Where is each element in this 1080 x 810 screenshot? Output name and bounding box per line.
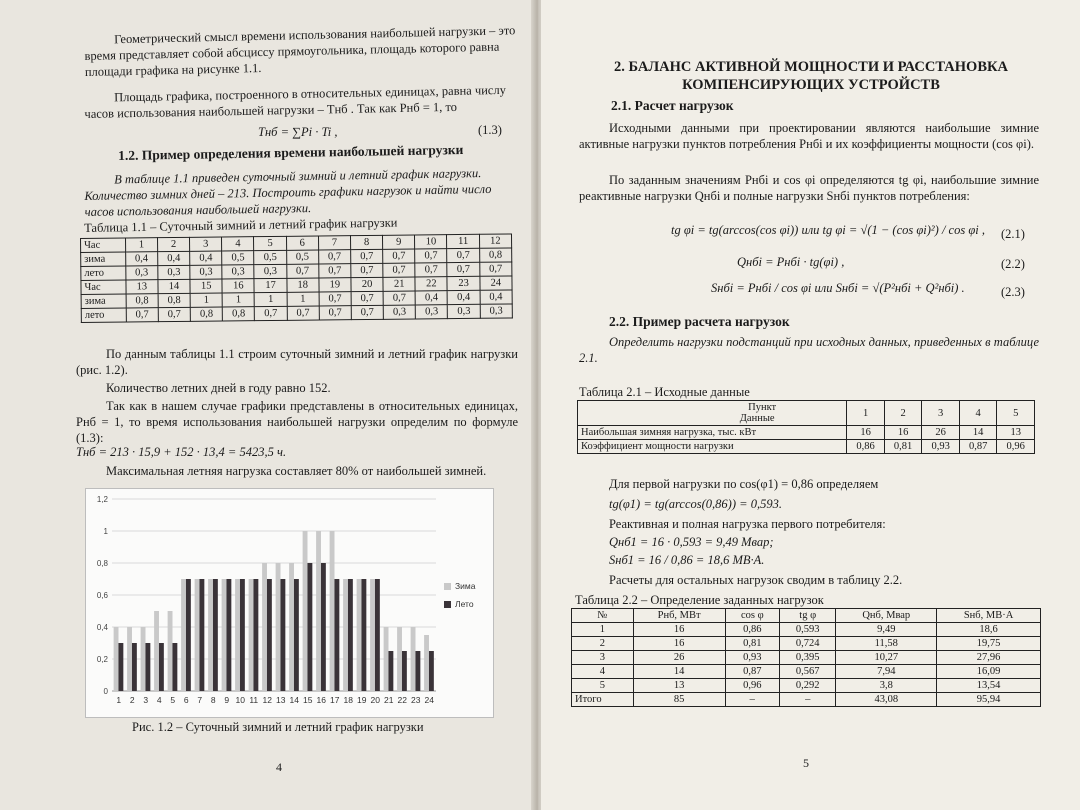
table-2-2 <box>571 608 1041 707</box>
table-cell: 26 <box>633 651 725 665</box>
x-tick-label: 3 <box>143 695 149 705</box>
x-tick-label: 15 <box>303 695 313 705</box>
winter-bar <box>235 579 240 691</box>
x-tick-label: 1 <box>116 695 122 705</box>
table-cell: 14 <box>633 665 725 679</box>
table-cell: 0,81 <box>725 637 780 651</box>
table-cell: 19,75 <box>937 637 1041 651</box>
table-cell: 8 <box>350 235 382 249</box>
equation-2-2: Qнбi = Pнбi · tg(φi) , <box>737 255 845 269</box>
summer-bar <box>429 651 434 691</box>
table-cell: 0,7 <box>158 307 190 321</box>
row-label: Час <box>81 238 126 252</box>
table-cell: 0,7 <box>351 291 383 305</box>
table-cell: 16 <box>222 279 254 293</box>
right-task-text: Определить нагрузки подстанций при исходных данных, приведенных в таблице 2.1. <box>579 335 1039 365</box>
table-header-row <box>572 609 1041 623</box>
table-cell: 0,567 <box>780 665 836 679</box>
table-cell: 0,7 <box>286 264 318 278</box>
summer-bar <box>253 579 258 691</box>
chapter-title-line-2: КОМПЕНСИРУЮЩИХ УСТРОЙСТВ <box>682 77 940 93</box>
table-cell: 0,4 <box>415 291 447 305</box>
equation-1-3-number: (1.3) <box>478 123 502 137</box>
winter-bar <box>208 579 213 691</box>
table-cell: 23 <box>447 276 479 290</box>
table-row <box>572 679 1041 693</box>
table-cell: 0,7 <box>479 262 511 276</box>
equation-1-3: Tнб = ∑Pi · Ti , <box>258 125 338 139</box>
column-header: Sнб, МВ·А <box>937 609 1041 623</box>
column-header: № <box>572 609 634 623</box>
table-cell: 14 <box>959 426 997 440</box>
table-cell: 0,7 <box>126 308 158 322</box>
row-label: Коэффициент мощности нагрузки <box>578 440 847 454</box>
winter-bar <box>154 611 159 691</box>
summer-bar <box>348 579 353 691</box>
page-right <box>541 0 1080 810</box>
table-cell: 1 <box>222 293 254 307</box>
summer-bar <box>159 643 164 691</box>
table-cell: 0,3 <box>190 265 222 279</box>
column-header: 1 <box>847 401 885 426</box>
x-tick-label: 9 <box>224 695 230 705</box>
table-cell: 1 <box>125 238 157 252</box>
table-cell: 13 <box>997 426 1035 440</box>
winter-bar <box>127 627 132 691</box>
table-cell: 27,96 <box>937 651 1041 665</box>
table-cell: 16 <box>884 426 922 440</box>
legend-label: Зима <box>455 581 476 591</box>
table-cell: 0,7 <box>447 262 479 276</box>
winter-bar <box>357 579 362 691</box>
winter-bar <box>249 579 254 691</box>
page-left <box>0 0 538 810</box>
summer-bar <box>199 579 204 691</box>
winter-bar <box>411 627 416 691</box>
load-chart-svg <box>86 489 493 717</box>
x-tick-label: 4 <box>156 695 162 705</box>
x-tick-label: 14 <box>289 695 299 705</box>
table-cell: 1 <box>190 293 222 307</box>
table-cell: 0,8 <box>479 248 511 262</box>
winter-bar <box>222 579 227 691</box>
table-2-2-caption: Таблица 2.2 – Определение заданных нагрузок <box>575 593 824 607</box>
table-cell: 9 <box>383 235 415 249</box>
winter-bar <box>181 579 186 691</box>
table-cell: 0,5 <box>222 251 254 265</box>
equation-2-3-number: (2.3) <box>1001 285 1025 299</box>
table-cell: 0,724 <box>780 637 836 651</box>
equation-2-1: tg φi = tg(arccos(cos φi)) или tg φi = √(1 − (cos φi)²) / cos φi , <box>671 223 985 237</box>
table-cell: 0,87 <box>725 665 780 679</box>
summer-bar <box>402 651 407 691</box>
table-cell: 0,3 <box>480 304 512 318</box>
calc-line-6: Расчеты для остальных нагрузок сводим в таблицу 2.2. <box>609 573 903 587</box>
x-tick-label: 12 <box>262 695 272 705</box>
table-row <box>572 637 1041 651</box>
table-cell: 14 <box>158 279 190 293</box>
table-cell: 0,8 <box>223 307 255 321</box>
table-cell: 0,86 <box>847 440 885 454</box>
x-tick-label: 20 <box>370 695 380 705</box>
section-title-2-1: 2.1. Расчет нагрузок <box>611 98 734 113</box>
page-number-left: 4 <box>276 760 282 774</box>
column-header: 2 <box>884 401 922 426</box>
summer-bar <box>118 643 123 691</box>
table-cell: 4 <box>572 665 634 679</box>
table-cell: 0,86 <box>725 623 780 637</box>
table-cell: 0,593 <box>780 623 836 637</box>
table-cell: 3 <box>572 651 634 665</box>
table-cell: 0,395 <box>780 651 836 665</box>
left-paragraph-6: Максимальная летняя нагрузка составляет 80% от наибольшей зимней. <box>106 464 487 478</box>
table-cell: 26 <box>922 426 960 440</box>
table-cell: 0,7 <box>319 306 351 320</box>
table-row <box>578 426 1035 440</box>
column-header: Pнб, МВт <box>633 609 725 623</box>
summer-bar <box>334 579 339 691</box>
summer-bar <box>307 563 312 691</box>
table-row <box>572 651 1041 665</box>
table-cell: 0,93 <box>922 440 960 454</box>
corner-label-bottom: Данные <box>739 413 775 424</box>
summer-bar <box>145 643 150 691</box>
table-row <box>572 623 1041 637</box>
total-label: Итого <box>572 693 634 707</box>
table-cell: 0,7 <box>447 248 479 262</box>
summer-bar <box>240 579 245 691</box>
table-cell: 0,87 <box>959 440 997 454</box>
table-cell: 0,4 <box>480 290 512 304</box>
table-cell: 0,3 <box>383 305 415 319</box>
table-cell: 18 <box>287 278 319 292</box>
left-task-text: В таблице 1.1 приведен суточный зимний и летний график нагрузки. Количество зимних дней – 213. Построить графики нагрузок и найти число часов использования наибольшей нагрузки. <box>84 166 492 219</box>
table-cell: 0,4 <box>190 251 222 265</box>
table-corner-cell <box>578 401 847 426</box>
winter-bar <box>114 627 119 691</box>
right-paragraph-2: По заданным значениям Pнбi и cos φi определяются tg φi, наибольшие зимние реактивные нагрузки Qнбi и полные нагрузки Sнбi пунктов потребления: <box>579 173 1039 203</box>
x-tick-label: 10 <box>235 695 245 705</box>
winter-bar <box>262 563 267 691</box>
table-cell: 18,6 <box>937 623 1041 637</box>
table-cell: 0,4 <box>448 290 480 304</box>
table-cell: 0,7 <box>415 263 447 277</box>
table-cell: 6 <box>286 236 318 250</box>
x-tick-label: 11 <box>249 695 259 705</box>
y-tick-label: 0,4 <box>96 623 108 632</box>
left-paragraph-1: Геометрический смысл времени использования наибольшей нагрузки – это время представляет собой абсциссу прямоугольника, площадь которого равна площади графика на рисунке 1.1. <box>84 23 516 79</box>
x-tick-label: 2 <box>129 695 135 705</box>
summer-bar <box>321 563 326 691</box>
table-cell: 0,7 <box>383 291 415 305</box>
table-cell: 7,94 <box>836 665 937 679</box>
table-cell: 13 <box>126 280 158 294</box>
x-tick-label: 21 <box>384 695 394 705</box>
right-paragraph-1: Исходными данными при проектировании являются наибольшие зимние активные нагрузки пунктов потребления Pнбi и их коэффициенты мощности (cos φi). <box>579 121 1039 151</box>
y-tick-label: 0,8 <box>96 559 108 568</box>
table-cell: 5 <box>572 679 634 693</box>
table-cell: 0,3 <box>416 305 448 319</box>
winter-bar <box>397 627 402 691</box>
left-paragraph-3: По данным таблицы 1.1 строим суточный зимний и летний график нагрузки (рис. 1.2). <box>76 347 518 377</box>
table-2-1 <box>577 400 1035 454</box>
table-cell: 2 <box>572 637 634 651</box>
winter-bar <box>303 531 308 691</box>
calc-line-3: Реактивная и полная нагрузка первого потребителя: <box>609 517 886 531</box>
summer-bar <box>361 579 366 691</box>
left-paragraph-4: Количество летних дней в году равно 152. <box>106 381 331 395</box>
table-cell: 15 <box>190 279 222 293</box>
winter-bar <box>424 635 429 691</box>
y-tick-label: 1 <box>103 527 108 536</box>
table-cell: 7 <box>318 236 350 250</box>
table-cell: 0,8 <box>190 307 222 321</box>
table-cell: 0,96 <box>997 440 1035 454</box>
table-cell: 21 <box>383 277 415 291</box>
left-calc-equation: Tнб = 213 · 15,9 + 152 · 13,4 = 5423,5 ч. <box>76 445 287 459</box>
column-header: 5 <box>997 401 1035 426</box>
summer-bar <box>132 643 137 691</box>
column-header: tg φ <box>780 609 836 623</box>
table-cell: 0,4 <box>158 251 190 265</box>
table-cell: 9,49 <box>836 623 937 637</box>
equation-2-1-number: (2.1) <box>1001 227 1025 241</box>
summer-bar <box>213 579 218 691</box>
x-tick-label: 8 <box>210 695 216 705</box>
table-cell: 13 <box>633 679 725 693</box>
row-label: Наибольшая зимняя нагрузка, тыс. кВт <box>578 426 847 440</box>
y-tick-label: 0 <box>103 687 108 696</box>
table-cell: 0,3 <box>158 265 190 279</box>
table-cell: 0,96 <box>725 679 780 693</box>
table-cell: 19 <box>319 278 351 292</box>
table-cell: – <box>725 693 780 707</box>
winter-bar <box>343 579 348 691</box>
winter-bar <box>289 563 294 691</box>
table-cell: 4 <box>222 237 254 251</box>
table-cell: 20 <box>351 277 383 291</box>
table-cell: 13,54 <box>937 679 1041 693</box>
table-cell: 1 <box>255 292 287 306</box>
summer-bar <box>294 579 299 691</box>
table-cell: 0,3 <box>448 304 480 318</box>
table-cell: 1 <box>572 623 634 637</box>
row-label: лето <box>81 308 126 322</box>
page-number-right: 5 <box>803 756 809 770</box>
legend-swatch <box>444 583 451 590</box>
calc-line-1: Для первой нагрузки по cos(φ1) = 0,86 определяем <box>609 477 879 491</box>
chapter-title-line-1: 2. БАЛАНС АКТИВНОЙ МОЩНОСТИ И РАССТАНОВКА <box>614 59 1008 75</box>
left-paragraph-5: Так как в нашем случае графики представлены в относительных единицах, Pнб = 1, то время использования наибольшей нагрузки определим по формуле (1.3): <box>76 399 518 445</box>
x-tick-label: 6 <box>183 695 189 705</box>
winter-bar <box>276 563 281 691</box>
column-header: Qнб, Мвар <box>836 609 937 623</box>
table-cell: 85 <box>633 693 725 707</box>
table-cell: 22 <box>415 277 447 291</box>
section-title-1-2: 1.2. Пример определения времени наибольшей нагрузки <box>118 141 464 163</box>
summer-bar <box>375 579 380 691</box>
x-tick-label: 13 <box>276 695 286 705</box>
table-cell: 0,7 <box>319 264 351 278</box>
table-1-1-caption: Таблица 1.1 – Суточный зимний и летний график нагрузки <box>84 215 398 235</box>
table-cell: 0,292 <box>780 679 836 693</box>
table-cell: 0,3 <box>126 266 158 280</box>
table-cell: 95,94 <box>937 693 1041 707</box>
corner-label-top: Пункт <box>748 402 777 413</box>
y-tick-label: 0,6 <box>96 591 108 600</box>
table-cell: 0,7 <box>351 263 383 277</box>
row-label: зима <box>81 294 126 308</box>
x-tick-label: 23 <box>411 695 421 705</box>
row-label: лето <box>81 266 126 280</box>
table-cell: 43,08 <box>836 693 937 707</box>
section-title-2-2: 2.2. Пример расчета нагрузок <box>609 314 790 329</box>
winter-bar <box>330 531 335 691</box>
table-cell: 0,7 <box>318 250 350 264</box>
winter-bar <box>195 579 200 691</box>
table-cell: 1 <box>287 292 319 306</box>
table-cell: 24 <box>480 276 512 290</box>
winter-bar <box>384 627 389 691</box>
table-cell: 0,7 <box>383 249 415 263</box>
column-header: 4 <box>959 401 997 426</box>
table-cell: 0,8 <box>158 293 190 307</box>
table-cell: 16 <box>633 623 725 637</box>
table-total-row <box>572 693 1041 707</box>
winter-bar <box>168 611 173 691</box>
table-cell: 12 <box>479 234 511 248</box>
load-chart <box>85 488 494 718</box>
summer-bar <box>280 579 285 691</box>
table-cell: 16 <box>633 637 725 651</box>
legend-label: Лето <box>455 599 474 609</box>
table-cell: 16,09 <box>937 665 1041 679</box>
table-cell: 0,8 <box>126 294 158 308</box>
table-cell: 0,7 <box>319 292 351 306</box>
table-cell: 10 <box>415 235 447 249</box>
y-tick-label: 1,2 <box>96 495 108 504</box>
equation-2-3: Sнбi = Pнбi / cos φi или Sнбi = √(P²нбi + Q²нбi) . <box>711 281 965 295</box>
table-cell: 17 <box>254 278 286 292</box>
table-cell: 0,5 <box>254 250 286 264</box>
table-cell: 11,58 <box>836 637 937 651</box>
summer-bar <box>415 651 420 691</box>
table-cell: 0,5 <box>286 250 318 264</box>
table-cell: 3,8 <box>836 679 937 693</box>
x-tick-label: 5 <box>170 695 176 705</box>
table-header-row <box>578 401 1035 426</box>
summer-bar <box>186 579 191 691</box>
table-cell: 0,7 <box>255 306 287 320</box>
winter-bar <box>316 531 321 691</box>
table-cell: 0,93 <box>725 651 780 665</box>
table-cell: 0,81 <box>884 440 922 454</box>
table-row <box>572 665 1041 679</box>
row-label: Час <box>81 280 126 294</box>
summer-bar <box>388 651 393 691</box>
x-tick-label: 17 <box>330 695 340 705</box>
table-cell: 5 <box>254 236 286 250</box>
table-cell: 0,4 <box>125 252 157 266</box>
row-label: зима <box>81 252 126 266</box>
table-cell: 10,27 <box>836 651 937 665</box>
table-cell: 0,3 <box>254 264 286 278</box>
table-cell: – <box>780 693 836 707</box>
table-cell: 0,7 <box>415 249 447 263</box>
x-tick-label: 22 <box>397 695 407 705</box>
table-cell: 0,7 <box>351 249 383 263</box>
y-tick-label: 0,2 <box>96 655 108 664</box>
table-2-1-caption: Таблица 2.1 – Исходные данные <box>579 385 750 399</box>
figure-1-2-caption: Рис. 1.2 – Суточный зимний и летний график нагрузки <box>132 720 424 734</box>
x-tick-label: 16 <box>316 695 326 705</box>
summer-bar <box>172 643 177 691</box>
table-cell: 0,7 <box>351 305 383 319</box>
table-cell: 3 <box>190 237 222 251</box>
table-cell: 0,3 <box>222 265 254 279</box>
table-cell: 0,7 <box>287 306 319 320</box>
x-tick-label: 19 <box>357 695 367 705</box>
winter-bar <box>141 627 146 691</box>
column-header: cos φ <box>725 609 780 623</box>
table-cell: 0,7 <box>383 263 415 277</box>
summer-bar <box>267 579 272 691</box>
table-1-1 <box>80 233 513 323</box>
column-header: 3 <box>922 401 960 426</box>
x-tick-label: 18 <box>343 695 353 705</box>
x-tick-label: 7 <box>197 695 203 705</box>
equation-2-2-number: (2.2) <box>1001 257 1025 271</box>
winter-bar <box>370 579 375 691</box>
table-cell: 2 <box>157 237 189 251</box>
left-paragraph-2: Площадь графика, построенного в относительных единицах, равна числу часов использования наибольшей нагрузки – Tнб . Так как Pнб = 1, то <box>84 82 507 121</box>
legend-swatch <box>444 601 451 608</box>
x-tick-label: 24 <box>424 695 434 705</box>
calc-line-4: Qнб1 = 16 · 0,593 = 9,49 Мвар; <box>609 535 774 549</box>
table-cell: 16 <box>847 426 885 440</box>
table-cell: 11 <box>447 234 479 248</box>
calc-line-2: tg(φ1) = tg(arccos(0,86)) = 0,593. <box>609 497 782 511</box>
calc-line-5: Sнб1 = 16 / 0,86 = 18,6 МВ·А. <box>609 553 765 567</box>
table-row <box>578 440 1035 454</box>
summer-bar <box>226 579 231 691</box>
